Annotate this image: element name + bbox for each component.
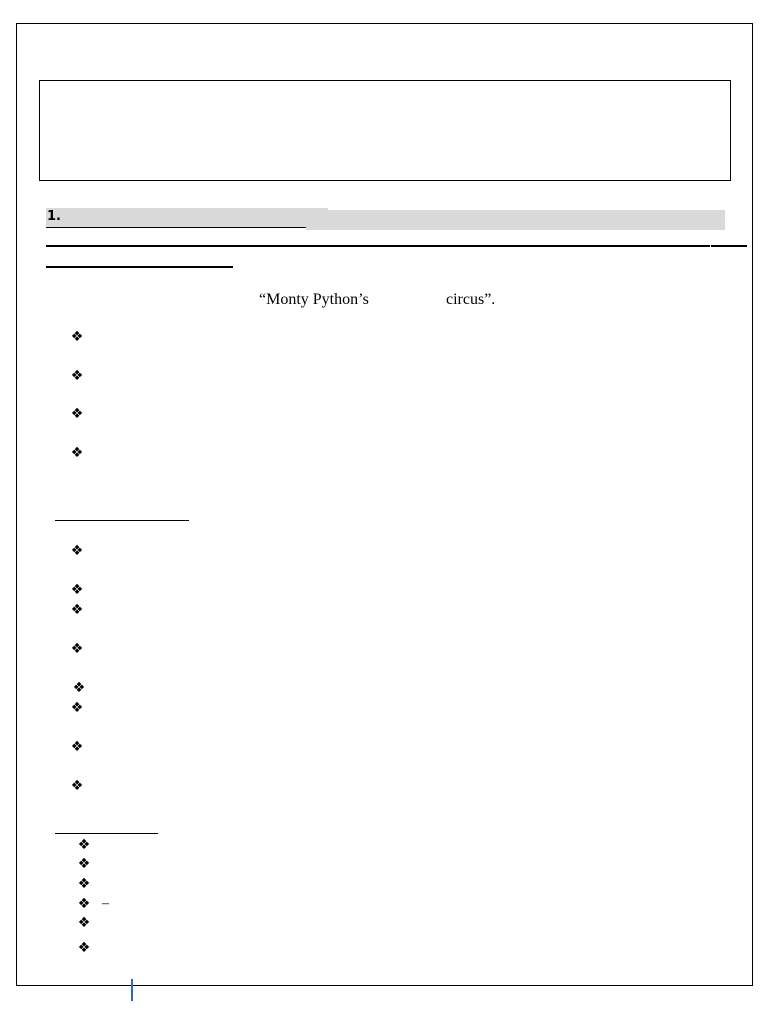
bullet-icon: ❖	[70, 445, 84, 461]
bullet-icon: ❖	[70, 641, 84, 657]
bullet-icon: ❖	[77, 837, 91, 853]
bullet-icon: ❖	[77, 856, 91, 872]
bullet-icon: ❖	[70, 700, 84, 716]
section-heading-shading-right	[306, 210, 725, 230]
bullet-icon: ❖	[77, 876, 91, 892]
bullet-icon: ❖	[70, 739, 84, 755]
dash-text: –	[102, 896, 109, 911]
bullet-icon: ❖	[77, 896, 91, 912]
bullet-icon: ❖	[70, 543, 84, 559]
subheading-underline	[55, 833, 158, 834]
bullet-icon: ❖	[70, 778, 84, 794]
quote-part-1: “Monty Python’s	[259, 291, 369, 308]
section-heading-underline	[46, 227, 306, 228]
subheading-underline	[55, 520, 189, 521]
section-heading-shading	[46, 208, 328, 228]
horizontal-rule	[46, 245, 710, 247]
bullet-icon: ❖	[70, 602, 84, 618]
bullet-icon: ❖	[77, 915, 91, 931]
bullet-icon: ❖	[72, 680, 86, 696]
bullet-icon: ❖	[70, 329, 84, 345]
horizontal-rule-end	[711, 245, 747, 247]
short-horizontal-rule	[46, 266, 233, 268]
text-cursor	[131, 979, 133, 1001]
title-box[interactable]	[39, 80, 731, 181]
bullet-icon: ❖	[70, 582, 84, 598]
section-number: 1.	[47, 209, 61, 224]
bullet-icon: ❖	[70, 368, 84, 384]
bullet-icon: ❖	[70, 406, 84, 422]
bullet-icon: ❖	[77, 940, 91, 956]
quote-part-2: circus”.	[446, 291, 496, 308]
